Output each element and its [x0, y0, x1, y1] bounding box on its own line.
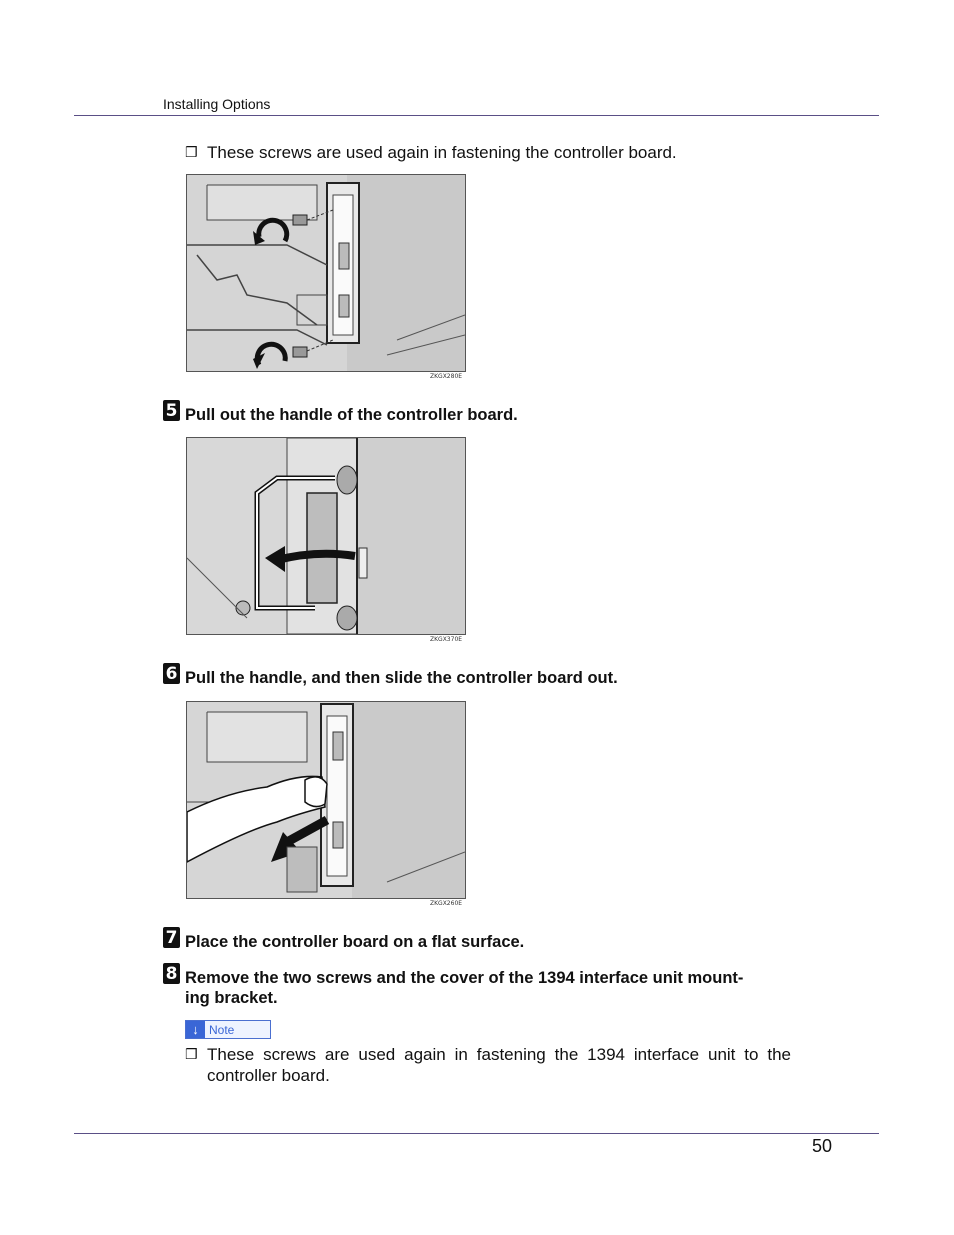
step-6-text: Pull the handle, and then slide the controller board out.: [185, 669, 618, 687]
header-rule: [74, 115, 879, 116]
checkbox-bullet-icon: ❒: [185, 1046, 198, 1062]
step-number-7: 7: [163, 927, 180, 948]
note-badge: [185, 1020, 271, 1039]
note-item: [185, 1044, 791, 1086]
note-label: Note: [209, 1022, 235, 1037]
footer-rule: [74, 1133, 879, 1134]
step-8-text: [185, 963, 743, 1008]
step-6: [163, 663, 803, 688]
step-8: [163, 963, 803, 1008]
step-8-line-2: ing bracket.: [185, 989, 278, 1007]
note-text: These screws are used again in fastening the controller board.: [207, 143, 677, 162]
note-line-1: These screws are used again in fastening the 1394 interface unit to the: [207, 1045, 791, 1064]
figure-code: ZKGX260E: [430, 900, 463, 907]
figure-slide-board-out: [186, 701, 466, 899]
step-7-text: Place the controller board on a flat surface.: [185, 933, 525, 951]
step-8-line-1: Remove the two screws and the cover of the 1394 interface unit mount-: [185, 969, 744, 987]
down-arrow-icon: ↓: [186, 1021, 205, 1038]
note-text: [207, 1044, 791, 1086]
note-line-2: controller board.: [207, 1066, 330, 1085]
note-item: [185, 142, 805, 163]
step-number-5: 5: [163, 400, 180, 421]
step-5: [163, 400, 803, 425]
checkbox-bullet-icon: ❒: [185, 144, 198, 160]
running-header: Installing Options: [163, 96, 271, 112]
step-number-8: 8: [163, 963, 180, 984]
step-5-text: Pull out the handle of the controller board.: [185, 406, 518, 424]
figure-code: ZKGX280E: [430, 373, 463, 380]
step-7: [163, 927, 803, 952]
step-number-6: 6: [163, 663, 180, 684]
figure-pull-handle: [186, 437, 466, 635]
figure-remove-screws: [186, 174, 466, 372]
page-number: 50: [812, 1136, 833, 1156]
figure-code: ZKGX370E: [430, 636, 463, 643]
